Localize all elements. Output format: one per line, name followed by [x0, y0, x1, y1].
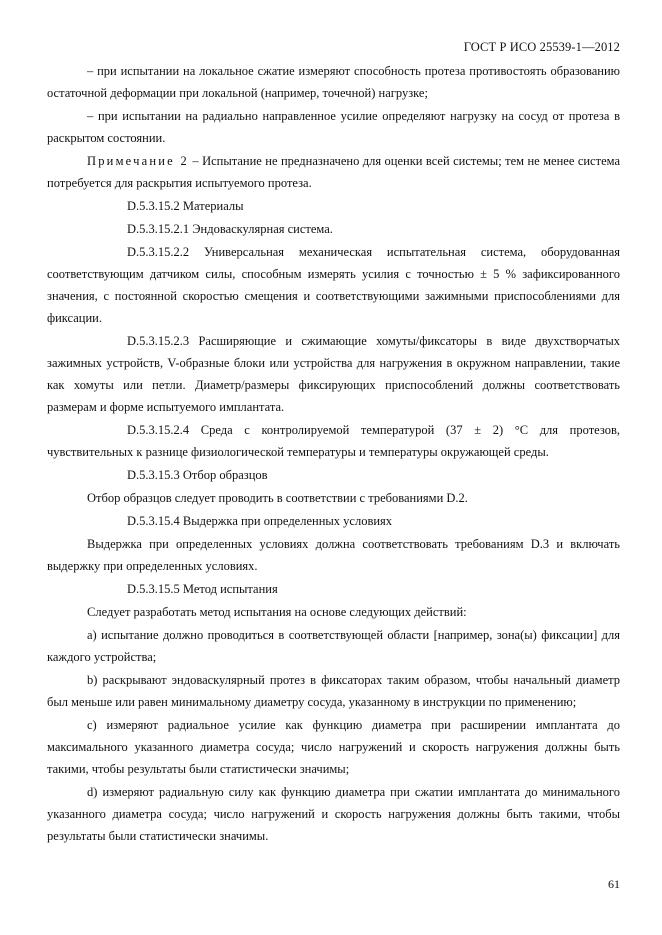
section-number: D.5.3.15.2.3 [127, 334, 190, 348]
note-label: Примечание 2 [87, 154, 189, 168]
section-title: Метод испытания [182, 582, 278, 596]
section-title: Выдержка при определенных условиях [182, 514, 393, 528]
paragraph [47, 487, 620, 509]
list-item-text: c) измеряют радиальное усилие как функцию диаметра при расширении имплантата до максимального указанного диаметра сосуда; число нагружений и скорость нагружения должны быть такими, чтобы результаты были статистически значимы; [47, 718, 620, 776]
numbered-paragraph [47, 330, 620, 418]
document-header: ГОСТ Р ИСО 25539-1—2012 [463, 40, 620, 54]
paragraph [47, 105, 620, 149]
document-body [47, 60, 620, 848]
paragraph-text: – при испытании на радиально направленное усилие определяют нагрузку на сосуд от протеза в раскрытом состоянии. [47, 109, 620, 145]
section-number: D.5.3.15.2.2 [127, 245, 190, 259]
section-heading [47, 464, 620, 486]
section-number: D.5.3.15.4 [127, 514, 180, 528]
section-number: D.5.3.15.2.1 [127, 222, 190, 236]
list-item [47, 714, 620, 780]
numbered-paragraph [47, 241, 620, 329]
paragraph [47, 60, 620, 104]
section-number: D.5.3.15.3 [127, 468, 180, 482]
paragraph-text: Расширяющие и сжимающие хомуты/фиксаторы в виде двухстворчатых зажимных устройств, V-образные блоки или устройства для нагружения в окружном направлении, такие как хомуты или петли. Диаметр/размеры фиксирующих приспособлений должны соответствовать размерам и форме испытуемого имплантата. [47, 334, 620, 414]
section-number: D.5.3.15.2 [127, 199, 180, 213]
section-heading [47, 510, 620, 532]
list-item-text: b) раскрывают эндоваскулярный протез в фиксаторах таким образом, чтобы начальный диаметр был меньше или равен минимальному диаметру сосуда, указанному в инструкции по применению; [47, 673, 620, 709]
section-title: Отбор образцов [182, 468, 268, 482]
section-heading [47, 578, 620, 600]
section-heading [47, 218, 620, 240]
paragraph-text: Отбор образцов следует проводить в соответствии с требованиями D.2. [87, 491, 468, 505]
paragraph [47, 601, 620, 623]
note-text: – Испытание не предназначено для оценки всей системы; тем не менее система потребуется для раскрытия испытуемого протеза. [47, 154, 620, 190]
list-item [47, 624, 620, 668]
list-item [47, 669, 620, 713]
section-number: D.5.3.15.2.4 [127, 423, 190, 437]
list-item-text: d) измеряют радиальную силу как функцию диаметра при сжатии имплантата до минимального указанного диаметра сосуда; число нагружений и скорость нагружения должны быть такими, чтобы результаты были статистически значимы. [47, 785, 620, 843]
list-item-text: a) испытание должно проводиться в соответствующей области [например, зона(ы) фиксации] для каждого устройства; [47, 628, 620, 664]
page-number: 61 [608, 877, 620, 891]
paragraph-text: – при испытании на локальное сжатие измеряют способность протеза противостоять образованию остаточной деформации при локальной (например, точечной) нагрузке; [47, 64, 620, 100]
list-item [47, 781, 620, 847]
section-number: D.5.3.15.5 [127, 582, 180, 596]
note-paragraph [47, 150, 620, 194]
section-heading [47, 195, 620, 217]
paragraph-text: Следует разработать метод испытания на основе следующих действий: [87, 605, 467, 619]
section-title: Эндоваскулярная система. [192, 222, 333, 236]
numbered-paragraph [47, 419, 620, 463]
section-title: Материалы [182, 199, 244, 213]
paragraph [47, 533, 620, 577]
paragraph-text: Выдержка при определенных условиях должна соответствовать требованиям D.3 и включать выдержку при определенных условиях. [47, 537, 620, 573]
paragraph-text: Среда с контролируемой температурой (37 ± 2) °С для протезов, чувствительных к разнице физиологической температуры и температуры окружающей среды. [47, 423, 621, 459]
paragraph-text: Универсальная механическая испытательная система, оборудованная соответствующим датчиком силы, способным измерять усилия с точностью ± 5 % зафиксированного значения, с постоянной скоростью смещения и соответствующими зажимными приспособлениями для фиксации. [47, 245, 621, 325]
